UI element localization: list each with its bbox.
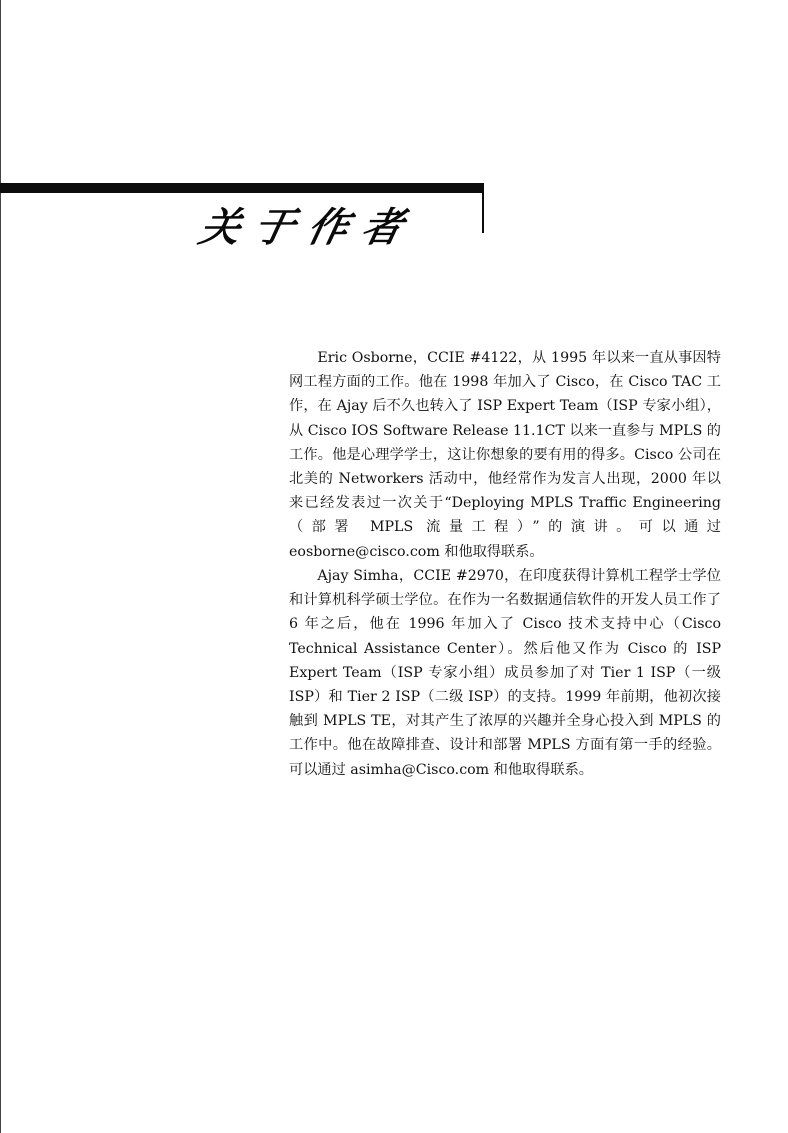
heading-rule: [0, 183, 484, 193]
page-title: 关于作者: [195, 204, 422, 251]
page-edge: [0, 0, 1, 1133]
bio-eric-osborne: Eric Osborne，CCIE #4122，从 1995 年以来一直从事因特网工程方面的工作。他在 1998 年加入了 Cisco，在 Cisco TAC 工作，在 Ajay 后不久也转入了 ISP Expert Team（ISP 专家小组），从 Cisco IOS Software Release 11.1CT 以来一直参与 MPLS 的工作。他是心理学学士，这让你想象的要有用的得多。Cisco 公司在北美的 Networkers 活动中，他经常作为发言人出现，2000 年以来已经发表过一次关于“Deploying MPLS Traffic Engineering（部署 MPLS 流量工程）”的演讲。可以通过 eosborne@cisco.com 和他取得联系。: [289, 350, 721, 560]
bio-ajay-simha: Ajay Simha，CCIE #2970，在印度获得计算机工程学士学位和计算机科学硕士学位。在作为一名数据通信软件的开发人员工作了 6 年之后，他在 1996 年加入了 Cisco 技术支持中心（Cisco Technical Assistance Center）。然后他又作为 Cisco 的 ISP Expert Team（ISP 专家小组）成员参加了对 Tier 1 ISP（一级 ISP）和 Tier 2 ISP（二级 ISP）的支持。1999 年前期，他初次接触到 MPLS TE，对其产生了浓厚的兴趣并全身心投入到 MPLS 的工作中。他在故障排查、设计和部署 MPLS 方面有第一手的经验。可以通过 asimha@Cisco.com 和他取得联系。: [289, 568, 721, 778]
